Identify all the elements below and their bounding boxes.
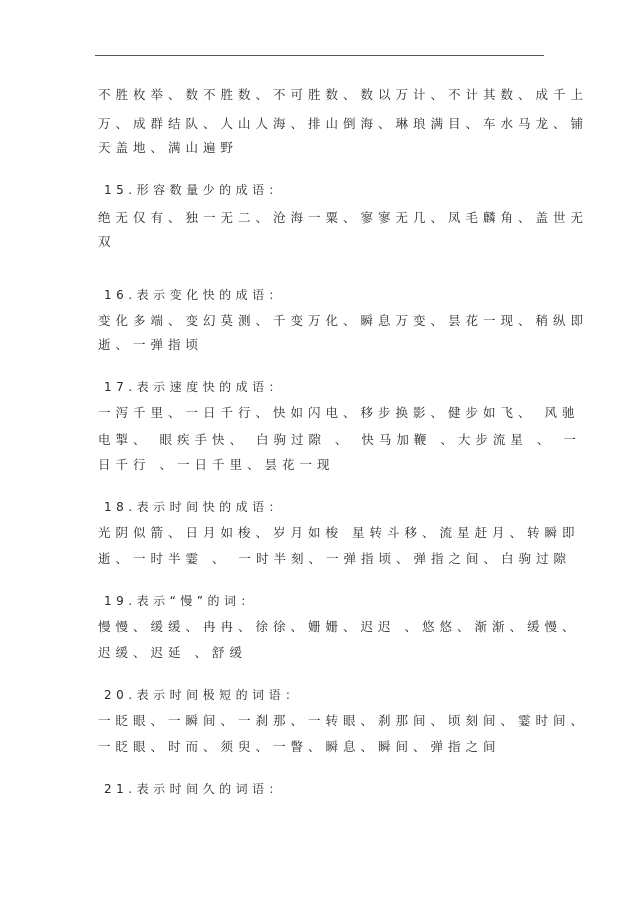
- text-line: 双: [98, 234, 116, 249]
- section-heading-16: 16.表示变化快的成语：: [104, 288, 286, 302]
- section-heading-19: 19.表示“慢”的词：: [104, 594, 258, 608]
- text-line: 变化多端、变幻莫测、千变万化、瞬息万变、昙花一现、稍纵即: [98, 313, 589, 328]
- header-rule: [95, 55, 544, 56]
- section-heading-17: 17.表示速度快的成语：: [104, 380, 286, 394]
- text-line: 绝无仅有、独一无二、沧海一粟、寥寥无几、凤毛麟角、盖世无: [98, 210, 589, 225]
- section-heading-20: 20.表示时间极短的词语：: [104, 688, 302, 702]
- text-line: 万、成群结队、人山人海、排山倒海、琳琅满目、车水马龙、铺: [98, 116, 589, 131]
- text-line: 一泻千里、一日千行、快如闪电、移步换影、健步如飞、 风驰: [98, 405, 580, 420]
- text-line: 慢慢、缓缓、冉冉、徐徐、姗姗、迟迟 、悠悠、渐渐、缓慢、: [98, 619, 580, 634]
- text-line: 一眨眼、时而、须臾、一瞥、瞬息、瞬间、弹指之间: [98, 739, 501, 754]
- section-heading-21: 21.表示时间久的词语：: [104, 782, 286, 796]
- text-line: 逝、一时半霎 、 一时半刻、一弹指顷、弹指之间、白驹过隙: [98, 551, 571, 566]
- text-line: 光阴似箭、日月如梭、岁月如梭 星转斗移、流星赶月、转瞬即: [98, 525, 580, 540]
- text-line: 日千行 、一日千里、昙花一现: [98, 457, 335, 472]
- section-heading-18: 18.表示时间快的成语：: [104, 500, 286, 514]
- text-line: 迟缓、迟延 、舒缓: [98, 645, 247, 660]
- text-line: 一眨眼、一瞬间、一刹那、一转眼、刹那间、顷刻间、霎时间、: [98, 713, 589, 728]
- text-line: 不胜枚举、数不胜数、不可胜数、数以万计、不计其数、成千上: [98, 87, 589, 102]
- text-line: 电掣、 眼疾手快、 白驹过隙 、 快马加鞭 、大步流星 、 一: [98, 432, 581, 447]
- section-heading-15: 15.形容数量少的成语：: [104, 183, 286, 197]
- text-line: 逝、一弹指顷: [98, 337, 204, 352]
- text-line: 天盖地、满山遍野: [98, 140, 239, 155]
